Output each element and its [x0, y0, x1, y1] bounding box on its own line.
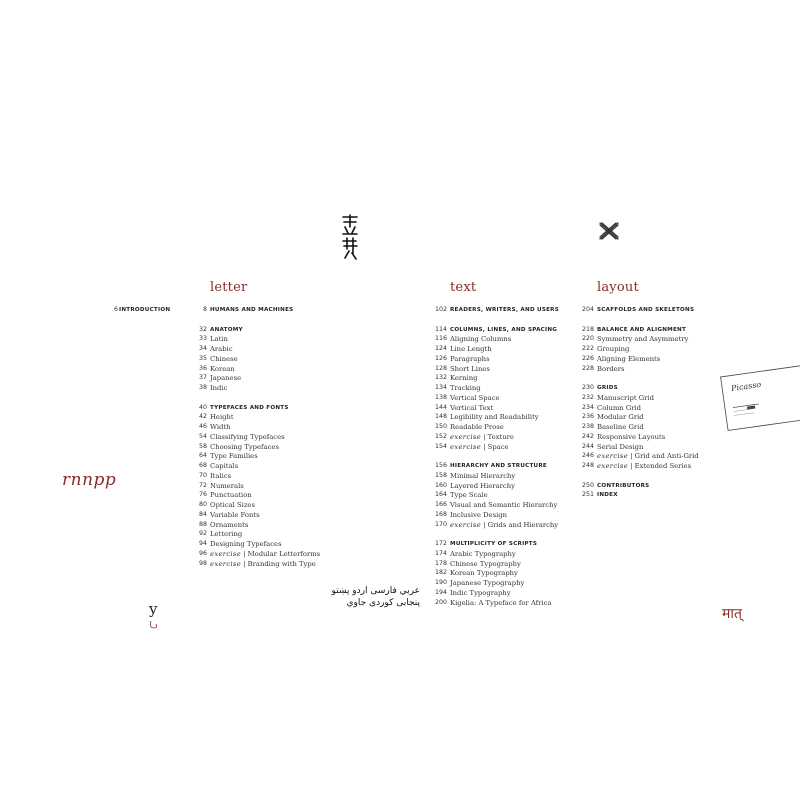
toc-section-label: HIERARCHY AND STRUCTURE: [450, 463, 547, 469]
toc-page-number: 8: [202, 306, 207, 313]
toc-section-heading[interactable]: [427, 539, 627, 549]
toc-entry-label: Arabic Typography: [450, 549, 516, 558]
toc-entry[interactable]: [427, 568, 627, 578]
toc-page-number: 80: [198, 501, 207, 508]
toc-entry[interactable]: [187, 442, 387, 452]
toc-section-heading[interactable]: [574, 490, 774, 500]
toc-entry-label: Texture: [487, 432, 514, 441]
toc-entry-label: Serial Design: [597, 442, 644, 451]
toc-page-number: 232: [581, 393, 594, 401]
toc-section-heading[interactable]: [187, 305, 387, 315]
toc-entry[interactable]: 152 exercise | Texture: [434, 432, 514, 441]
toc-page-number: 250: [581, 481, 594, 489]
toc-entry[interactable]: [427, 578, 627, 588]
toc-entry-label: Visual and Semantic Hierarchy: [450, 501, 558, 509]
toc-page-number: 35: [198, 354, 207, 362]
toc-entry-label: Indic Typography: [450, 588, 511, 597]
devanagari-sample: मात्: [722, 606, 742, 622]
toc-page-number: 134: [434, 384, 447, 391]
toc-entry-label: Symmetry and Asymmetry: [597, 335, 689, 344]
toc-section-label: READERS, WRITERS, AND USERS: [450, 307, 560, 313]
toc-page-number: 168: [434, 510, 447, 518]
toc-entry-label: Readable Prose: [450, 423, 504, 431]
toc-entry-label: Ornaments: [210, 520, 249, 529]
toc-page-number: 94: [198, 540, 207, 547]
toc-entry[interactable]: [187, 412, 387, 422]
toc-entry-label: Height: [210, 413, 234, 422]
toc-page-number: 102: [434, 306, 447, 313]
layout-card-text: Picasso: [730, 379, 762, 394]
toc-page-number: 222: [581, 345, 594, 352]
section-title-text: text: [450, 280, 477, 295]
toc-entry[interactable]: [574, 344, 774, 354]
toc-entry-label: Vertical Space: [450, 393, 500, 402]
toc-entry[interactable]: [427, 510, 627, 520]
toc-entry[interactable]: [427, 549, 627, 559]
toc-entry-label: Aligning Columns: [450, 335, 512, 344]
toc-entry-label: Chinese: [210, 354, 238, 363]
toc-page-number: 33: [198, 335, 207, 343]
toc-page-number: 88: [198, 520, 207, 528]
toc-entry-label: Modular Letterforms: [247, 549, 321, 558]
toc-entry[interactable]: [187, 520, 387, 530]
toc-page-number: 236: [581, 413, 594, 421]
toc-page-number: 238: [581, 423, 594, 430]
toc-section-label: COLUMNS, LINES, AND SPACING: [450, 326, 558, 333]
toc-page-number: 156: [434, 462, 447, 469]
toc-page-number: 178: [434, 559, 447, 567]
toc-entry[interactable]: 246 exercise | Grid and Anti-Grid: [581, 452, 699, 461]
toc-entry-label: Numerals: [210, 481, 244, 490]
toc-section-heading[interactable]: [574, 325, 774, 335]
toc-page-number: 98: [198, 559, 207, 567]
exercise-tag: exercise: [210, 549, 242, 558]
arabic-script-line-2: پنجابی کوردی جاوي: [346, 598, 420, 608]
toc-page-number: 150: [434, 423, 447, 430]
toc-page-number: 32: [198, 325, 207, 333]
toc-entry[interactable]: [187, 529, 387, 539]
toc-page-number: 128: [434, 364, 447, 372]
toc-page-number: 182: [434, 569, 447, 577]
toc-entry-label: Grids and Hierarchy: [487, 520, 559, 529]
toc-section-label: INDEX: [597, 492, 618, 499]
toc-page-number: 124: [434, 345, 447, 352]
toc-page-number: 92: [198, 530, 207, 538]
section-title-layout: layout: [597, 280, 639, 295]
toc-entry-label: Paragraphs: [450, 354, 490, 363]
toc-intro-number: 6: [114, 306, 119, 313]
toc-entry-label: Indic: [210, 384, 228, 392]
toc-page-number: 84: [198, 510, 207, 518]
toc-page-number: 37: [198, 374, 207, 382]
toc-entry[interactable]: 248 exercise | Extended Series: [581, 462, 692, 470]
toc-page-number: 126: [434, 354, 447, 362]
toc-page-number: 72: [198, 481, 207, 489]
toc-entry-label: Classifying Typefaces: [210, 432, 285, 441]
toc-section-label: CONTRIBUTORS: [597, 482, 650, 489]
exercise-tag: exercise: [450, 442, 482, 451]
toc-entry[interactable]: [187, 451, 387, 461]
toc-page-number: 226: [581, 354, 594, 362]
toc-page-number: 114: [434, 325, 447, 333]
toc-entry[interactable]: 170 exercise | Grids and Hierarchy: [434, 520, 559, 529]
toc-entry-label: Lettering: [210, 530, 243, 539]
latin-letterform-sample: rnnpp: [62, 470, 117, 490]
toc-entry-label: Type Scale: [450, 491, 488, 500]
toc-page-number: 204: [581, 306, 594, 313]
toc-page-number: 132: [434, 374, 447, 382]
toc-section-label: HUMANS AND MACHINES: [210, 307, 294, 313]
toc-section-label: BALANCE AND ALIGNMENT: [597, 326, 687, 333]
x-mark-icon: [598, 221, 620, 241]
toc-entry[interactable]: [187, 432, 387, 442]
toc-entry[interactable]: 154 exercise | Space: [434, 442, 509, 451]
toc-entry-label: Italics: [210, 471, 232, 480]
toc-section-label: TYPEFACES AND FONTS: [210, 404, 289, 411]
toc-page-number: 152: [434, 432, 447, 440]
toc-entry-label: Capitals: [210, 462, 239, 470]
toc-page-number: 116: [434, 335, 447, 343]
toc-page-number: 68: [198, 462, 207, 469]
toc-page-number: 228: [581, 364, 594, 372]
toc-page-number: 230: [581, 384, 594, 391]
toc-entry[interactable]: [187, 500, 387, 510]
toc-page-number: 200: [434, 598, 447, 606]
toc-entry-label: Borders: [597, 364, 625, 373]
toc-page-number: 218: [581, 325, 594, 333]
toc-page-number: 251: [581, 491, 594, 499]
toc-section-label: SCAFFOLDS AND SKELETONS: [597, 307, 695, 313]
toc-page-number: 170: [434, 520, 447, 528]
toc-page-number: 144: [434, 403, 447, 411]
toc-page-number: 242: [581, 432, 594, 440]
toc-entry-label: Column Grid: [597, 403, 642, 412]
toc-entry-label: Arabic: [210, 345, 233, 353]
toc-section-heading[interactable]: [187, 325, 387, 335]
toc-entry-label: Choosing Typefaces: [210, 442, 279, 451]
toc-section-label: GRIDS: [597, 385, 618, 391]
toc-entry[interactable]: [187, 471, 387, 481]
toc-entry-label: Modular Grid: [597, 413, 644, 422]
toc-page-number: 64: [198, 452, 207, 460]
toc-entry-label: Branding with Type: [247, 559, 316, 568]
toc-page-number: 46: [198, 423, 207, 430]
toc-page-number: 70: [198, 471, 207, 479]
toc-page-number: 148: [434, 413, 447, 421]
toc-entry-label: Type Families: [210, 452, 258, 461]
toc-entry[interactable]: [187, 510, 387, 520]
toc-page-number: 190: [434, 579, 447, 586]
toc-entry-label: Designing Typefaces: [210, 540, 282, 548]
toc-entry[interactable]: [427, 588, 627, 598]
toc-page-number: 172: [434, 540, 447, 547]
toc-entry-label: Grid and Anti-Grid: [634, 452, 699, 461]
toc-entry-label: Punctuation: [210, 491, 252, 500]
toc-entry[interactable]: [574, 442, 774, 452]
toc-page-number: 42: [198, 413, 207, 421]
toc-entry-label: Extended Series: [634, 462, 692, 470]
toc-section-heading[interactable]: [187, 403, 387, 413]
toc-entry-label: Width: [210, 423, 231, 431]
toc-entry-label: Space: [487, 442, 509, 451]
exercise-tag: exercise: [450, 520, 482, 529]
toc-entry-label: Tracking: [450, 384, 481, 392]
toc-entry[interactable]: [187, 354, 387, 364]
cjk-calligraphy-graphic: [340, 213, 360, 261]
toc-page-number: 58: [198, 442, 207, 450]
toc-page-number: 166: [434, 501, 447, 508]
y-glyph-loop: [148, 615, 160, 625]
toc-section-label: MULTIPLICITY OF SCRIPTS: [450, 541, 538, 547]
toc-entry[interactable]: [574, 354, 774, 364]
toc-entry-label: Latin: [210, 335, 228, 344]
toc-page-number: 54: [198, 432, 207, 440]
toc-page-number: 34: [198, 345, 207, 352]
toc-entry-label: Minimal Hierarchy: [450, 471, 516, 480]
toc-entry[interactable]: 98 exercise | Branding with Type: [198, 559, 316, 568]
toc-page-number: 160: [434, 481, 447, 489]
section-title-letter: letter: [210, 280, 248, 295]
toc-entry-label: Japanese: [210, 374, 242, 383]
toc-entry-label: Vertical Text: [450, 403, 494, 412]
arabic-script-sample: [330, 585, 420, 609]
exercise-tag: exercise: [597, 462, 629, 470]
toc-entry-label: Variable Fonts: [210, 510, 260, 519]
toc-entry-label: Manuscript Grid: [597, 393, 654, 402]
toc-entry-label: Korean: [210, 364, 235, 373]
toc-entry[interactable]: [187, 344, 387, 354]
toc-entry-label: Line Length: [450, 345, 492, 353]
toc-entry-label: Kerning: [450, 374, 478, 383]
toc-page-number: 76: [198, 491, 207, 499]
toc-entry-label: Legibility and Readability: [450, 413, 539, 422]
toc-entry[interactable]: [187, 334, 387, 344]
toc-entry[interactable]: [187, 422, 387, 432]
toc-entry-label: Inclusive Design: [450, 510, 507, 519]
toc-entry[interactable]: [427, 373, 627, 383]
toc-entry[interactable]: [187, 490, 387, 500]
y-glyph-sample: y: [149, 600, 158, 618]
toc-page-number: 246: [581, 452, 594, 460]
toc-entry[interactable]: [427, 559, 627, 569]
toc-entry-label: Aligning Elements: [597, 354, 661, 363]
toc-entry[interactable]: [187, 481, 387, 491]
toc-page-number: 40: [198, 403, 207, 411]
toc-page-number: 158: [434, 471, 447, 479]
exercise-tag: exercise: [210, 559, 242, 568]
toc-entry-label: Kigelia: A Typeface for Africa: [450, 598, 552, 607]
toc-entry[interactable]: 96 exercise | Modular Letterforms: [198, 549, 321, 558]
toc-section-label: ANATOMY: [210, 326, 243, 333]
toc-entry[interactable]: [187, 383, 387, 393]
toc-intro-label: INTRODUCTION: [119, 307, 171, 313]
toc-page-number: 164: [434, 491, 447, 499]
toc-page-number: 96: [198, 549, 207, 557]
exercise-tag: exercise: [450, 432, 482, 441]
toc-entry-label: Baseline Grid: [597, 423, 644, 431]
layout-card-graphic: [718, 364, 800, 434]
toc-entry-label: Layered Hierarchy: [450, 481, 515, 490]
toc-entry-label: Short Lines: [450, 364, 490, 373]
toc-entry-label: Grouping: [597, 345, 630, 353]
arabic-script-line-1: عربي فارسی اردو پښتو: [331, 586, 420, 596]
toc-entry-label: Korean Typography: [450, 569, 518, 578]
toc-entry[interactable]: [427, 471, 627, 481]
toc-page-number: 36: [198, 364, 207, 372]
toc-page-number: 174: [434, 549, 447, 557]
toc-entry[interactable]: [187, 364, 387, 374]
toc-page-number: 194: [434, 588, 447, 596]
toc-entry[interactable]: [187, 373, 387, 383]
toc-entry[interactable]: [187, 461, 387, 471]
toc-page-number: 220: [581, 335, 594, 343]
toc-entry[interactable]: [427, 598, 627, 608]
toc-entry-label: Chinese Typography: [450, 559, 521, 568]
toc-page-number: 234: [581, 403, 594, 411]
toc-page-number: 38: [198, 384, 207, 391]
toc-page-number: 248: [581, 462, 594, 469]
toc-entry[interactable]: [187, 539, 387, 549]
toc-entry-label: Responsive Layouts: [597, 432, 666, 441]
toc-entry-label: Japanese Typography: [450, 579, 525, 587]
toc-entry[interactable]: [574, 334, 774, 344]
toc-entry[interactable]: [427, 500, 627, 510]
toc-entry-label: Optical Sizes: [210, 501, 255, 509]
exercise-tag: exercise: [597, 452, 629, 461]
toc-page-number: 154: [434, 442, 447, 450]
toc-section-heading[interactable]: [574, 481, 774, 491]
toc-page-number: 138: [434, 393, 447, 401]
toc-section-heading[interactable]: [574, 305, 774, 315]
toc-page-number: 244: [581, 442, 594, 450]
